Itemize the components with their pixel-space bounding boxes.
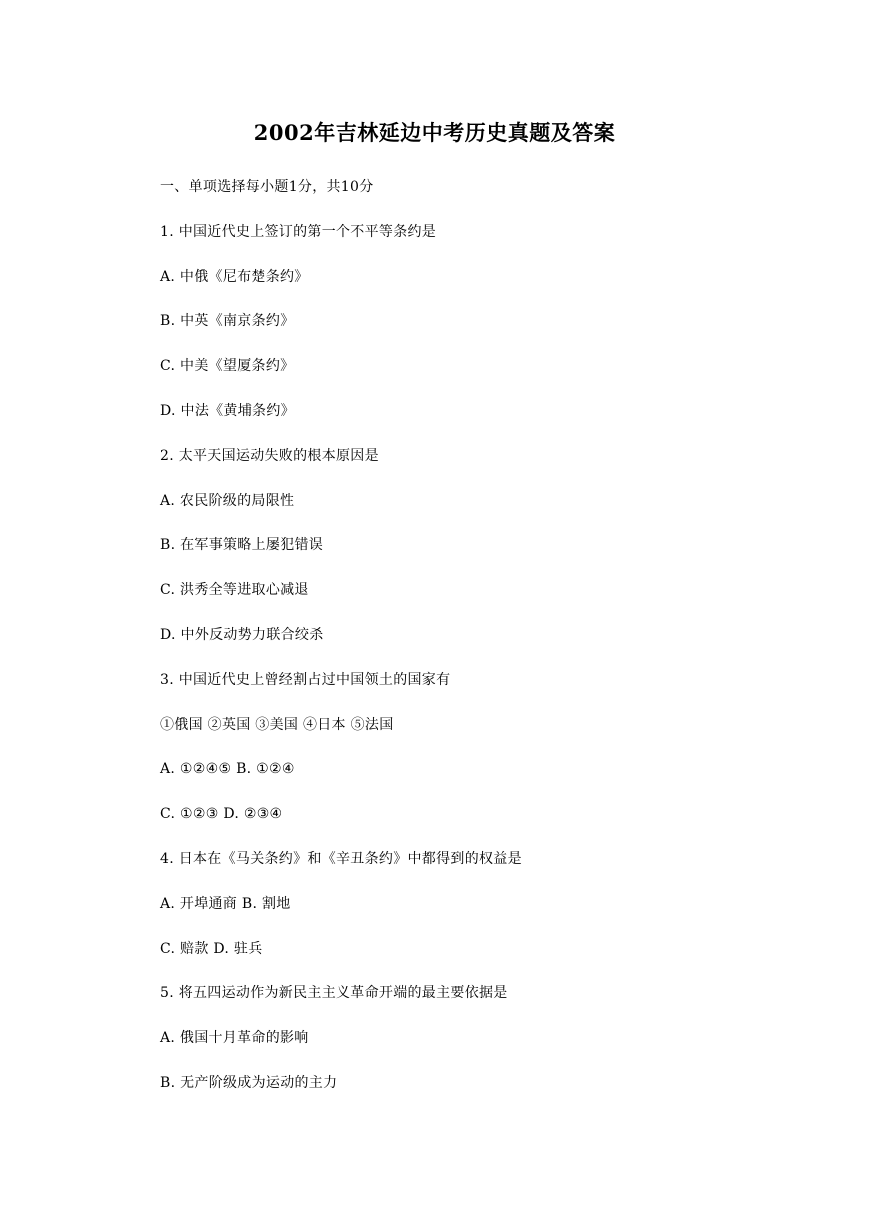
question-3-options-ab: A. ①②④⑤ B. ①②④ bbox=[160, 761, 295, 778]
question-4: 4. 日本在《马关条约》和《辛丑条约》中都得到的权益是 bbox=[160, 850, 522, 867]
question-2-option-d: D. 中外反动势力联合绞杀 bbox=[160, 626, 324, 643]
question-2-option-b: B. 在军事策略上屡犯错误 bbox=[160, 537, 324, 554]
question-1: 1. 中国近代史上签订的第一个不平等条约是 bbox=[160, 223, 437, 240]
question-1-option-a: A. 中俄《尼布楚条约》 bbox=[160, 268, 309, 285]
section-heading: 一、单项选择每小题1分，共10分 bbox=[160, 179, 374, 195]
question-5-option-a: A. 俄国十月革命的影响 bbox=[160, 1030, 309, 1047]
document-title: 2002年吉林延边中考历史真题及答案 bbox=[253, 120, 616, 145]
question-3: 3. 中国近代史上曾经割占过中国领土的国家有 bbox=[160, 671, 451, 688]
question-3-country-list: ①俄国 ②英国 ③美国 ④日本 ⑤法国 bbox=[160, 716, 394, 733]
question-4-options-ab: A. 开埠通商 B. 割地 bbox=[160, 895, 291, 912]
question-2-option-c: C. 洪秀全等进取心减退 bbox=[160, 582, 309, 599]
question-3-options-cd: C. ①②③ D. ②③④ bbox=[160, 806, 283, 823]
question-2-option-a: A. 农民阶级的局限性 bbox=[160, 492, 295, 509]
question-2: 2. 太平天国运动失败的根本原因是 bbox=[160, 447, 379, 464]
question-1-option-d: D. 中法《黄埔条约》 bbox=[160, 402, 295, 419]
question-5-option-b: B. 无产阶级成为运动的主力 bbox=[160, 1074, 338, 1091]
question-5: 5. 将五四运动作为新民主主义革命开端的最主要依据是 bbox=[160, 985, 508, 1002]
question-4-options-cd: C. 赔款 D. 驻兵 bbox=[160, 940, 263, 957]
question-list bbox=[160, 177, 820, 1118]
question-1-option-b: B. 中英《南京条约》 bbox=[160, 313, 295, 330]
question-1-option-c: C. 中美《望厦条约》 bbox=[160, 358, 295, 375]
